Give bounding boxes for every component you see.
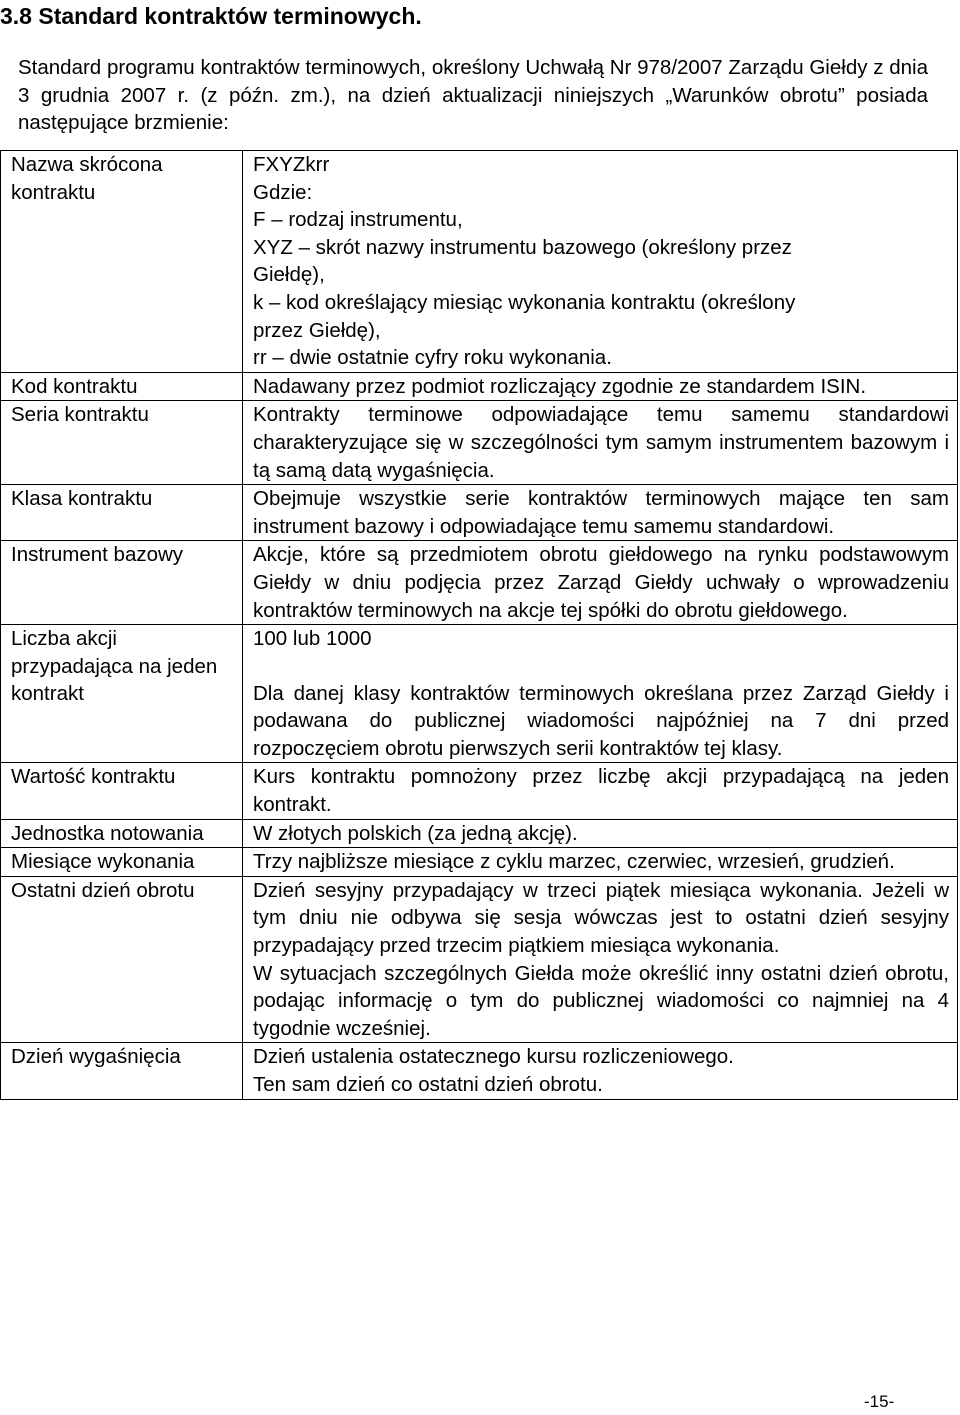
- table-row: [1, 848, 958, 877]
- section-heading: 3.8 Standard kontraktów terminowych.: [0, 3, 422, 29]
- value-line: przez Giełdę),: [253, 318, 381, 342]
- intro-paragraph: Standard programu kontraktów terminowych, określony Uchwałą Nr 978/2007 Zarządu Giełdy z dnia 3 grudnia 2007 r. (z późn. zm.), na dzień aktualizacji niniejszych „Warunków obrotu” posiada następujące brzmienie:: [18, 56, 928, 134]
- page-number: -15-: [864, 1392, 895, 1411]
- row-value-cell: [243, 485, 958, 541]
- row-value: Dzień ustalenia ostatecznego kursu rozliczeniowego.: [253, 1045, 734, 1069]
- row-value: 100 lub 1000: [253, 627, 372, 651]
- row-label-cell: [1, 151, 243, 373]
- row-value: W złotych polskich (za jedną akcję).: [253, 821, 578, 845]
- row-label-cell: [1, 848, 243, 877]
- row-value-cell: [243, 541, 958, 625]
- row-value-cell: [243, 848, 958, 877]
- table-row: [1, 151, 958, 373]
- row-value-cell: [243, 819, 958, 848]
- row-label-cell: [1, 541, 243, 625]
- value-line: FXYZkrr: [253, 153, 330, 176]
- row-value: Trzy najbliższe miesiące z cyklu marzec, czerwiec, wrzesień, grudzień.: [253, 850, 895, 874]
- value-line: XYZ – skrót nazwy instrumentu bazowego (określony przez: [253, 235, 792, 259]
- row-label-cell: [1, 485, 243, 541]
- row-value: Nadawany przez podmiot rozliczający zgodnie ze standardem ISIN.: [253, 374, 867, 398]
- row-label-cell: [1, 372, 243, 401]
- row-label-cell: [1, 401, 243, 485]
- row-label: Seria kontraktu: [11, 403, 149, 427]
- row-label-cell: [1, 1043, 243, 1099]
- row-label: Instrument bazowy: [11, 543, 184, 567]
- table-row: [1, 625, 958, 763]
- table-row: [1, 876, 958, 1043]
- row-value: Obejmuje wszystkie serie kontraktów terminowych mające ten sam instrument bazowy i odpowiadające temu samemu standardowi.: [253, 487, 949, 538]
- row-value-note: W sytuacjach szczególnych Giełda może określić inny ostatni dzień obrotu, podając informację o tym do publicznej wiadomości co najmniej na 4 tygodnie wcześniej.: [253, 961, 949, 1040]
- row-value-cell: [243, 625, 958, 763]
- value-line: F – rodzaj instrumentu,: [253, 208, 463, 232]
- table-row: [1, 1043, 958, 1099]
- row-label: Wartość kontraktu: [11, 765, 176, 789]
- row-value-cell: [243, 1043, 958, 1099]
- row-label: Jednostka notowania: [11, 821, 204, 845]
- row-value-cell: [243, 763, 958, 819]
- value-line: rr – dwie ostatnie cyfry roku wykonania.: [253, 346, 612, 370]
- row-value-cell: [243, 876, 958, 1043]
- table-row: [1, 401, 958, 485]
- row-label: Kod kontraktu: [11, 374, 138, 398]
- row-label-cell: [1, 819, 243, 848]
- table-row: [1, 763, 958, 819]
- value-line: k – kod określający miesiąc wykonania kontraktu (określony: [253, 290, 796, 314]
- value-line: Gdzie:: [253, 180, 313, 204]
- table-row: [1, 485, 958, 541]
- row-label-cell: [1, 625, 243, 763]
- row-label: Liczba akcji przypadająca na jeden kontrakt: [11, 627, 218, 706]
- table-row: [1, 372, 958, 401]
- row-label: Miesiące wykonania: [11, 850, 195, 874]
- row-value: Kurs kontraktu pomnożony przez liczbę akcji przypadającą na jeden kontrakt.: [253, 765, 949, 817]
- table-row: [1, 819, 958, 848]
- row-label: Ostatni dzień obrotu: [11, 878, 195, 902]
- row-value-cell: [243, 372, 958, 401]
- row-label: Dzień wygaśnięcia: [11, 1045, 181, 1069]
- contract-standard-table: [0, 150, 958, 1100]
- row-value-note: Dla danej klasy kontraktów terminowych określana przez Zarząd Giełdy i podawana do publicznej wiadomości najpóźniej na 7 dni przed rozpoczęciem obrotu pierwszych serii kontraktów tej klasy.: [253, 681, 949, 760]
- row-value-cell: [243, 151, 958, 373]
- row-value: Dzień sesyjny przypadający w trzeci piątek miesiąca wykonania. Jeżeli w tym dniu nie odbywa się sesja wówczas jest to ostatni dzień sesyjny przypadający przed trzecim piątkiem miesiąca wykonania.: [253, 878, 949, 958]
- row-value-note: Ten sam dzień co ostatni dzień obrotu.: [253, 1073, 603, 1096]
- row-label: Nazwa skrócona kontraktu: [11, 153, 163, 204]
- row-label-cell: [1, 876, 243, 1043]
- row-label-cell: [1, 763, 243, 819]
- row-label: Klasa kontraktu: [11, 487, 153, 511]
- row-value: Kontrakty terminowe odpowiadające temu samemu standardowi charakteryzujące się w szczególności tym samym instrumentem bazowym i tą samą datą wygaśnięcia.: [253, 403, 949, 482]
- row-value: Akcje, które są przedmiotem obrotu giełdowego na rynku podstawowym Giełdy w dniu podjęcia przez Zarząd Giełdy uchwały o wprowadzeniu kontraktów terminowych na akcje tej spółki do obrotu giełdowego.: [253, 543, 949, 622]
- row-value-cell: [243, 401, 958, 485]
- table-row: [1, 541, 958, 625]
- value-line: Giełdę),: [253, 263, 325, 287]
